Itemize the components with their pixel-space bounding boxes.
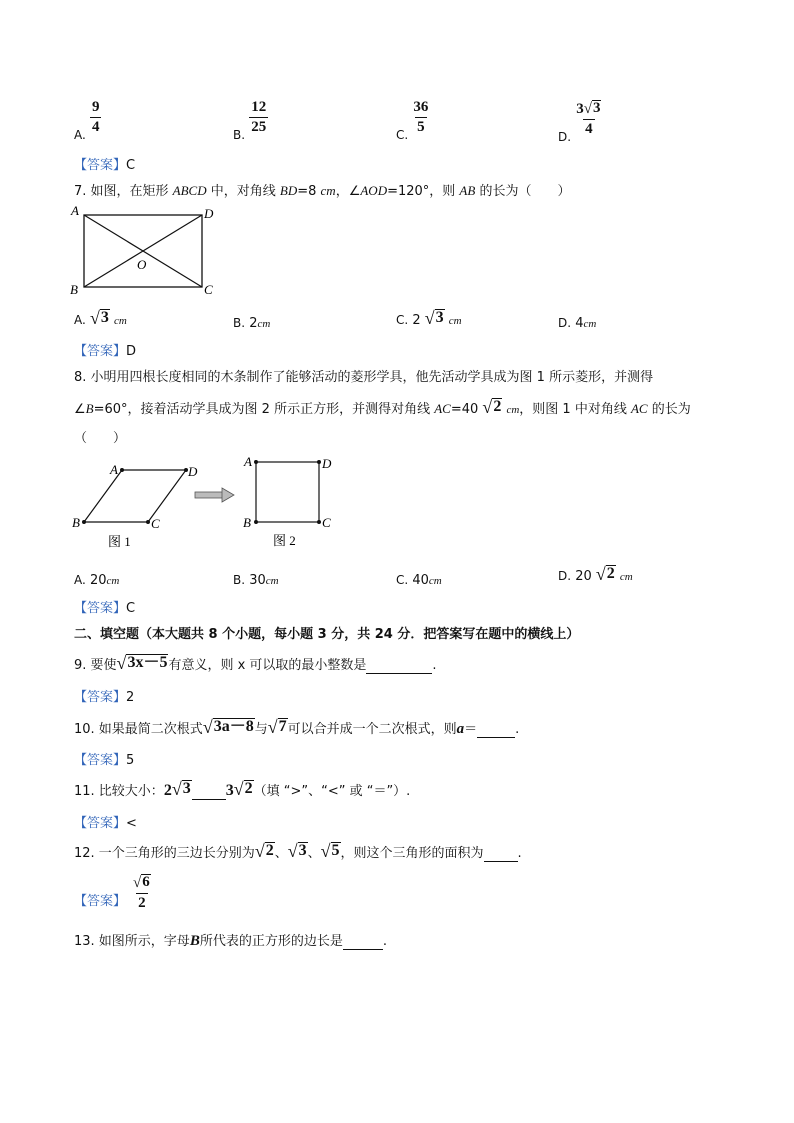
- sqrt: √ 5: [320, 841, 340, 861]
- q9-answer: 【答案】2: [74, 690, 135, 705]
- label-d: D: [322, 456, 332, 471]
- label-b: B: [72, 515, 80, 530]
- q7-answer: 【答案】D: [74, 344, 137, 359]
- caption: 图 2: [273, 533, 296, 548]
- answer-blank[interactable]: [477, 722, 515, 738]
- q11-question: 11. 比较大小： 2 √ 3 3 √ 2 （填 “>”、“<” 或 “＝”）.: [74, 779, 411, 799]
- sqrt: √ 3x－5: [116, 653, 168, 673]
- label-c: C: [322, 515, 331, 530]
- caption: 图 1: [108, 534, 131, 549]
- label-a: A: [110, 462, 118, 477]
- q8-option-d: D. 20 √ 2 cm: [558, 564, 633, 584]
- q7-rectangle-figure: [66, 203, 226, 299]
- label-a: A: [71, 203, 79, 218]
- q11-answer: 【答案】<: [74, 816, 137, 831]
- q8-figure-1: [66, 456, 206, 552]
- q8-option-c: C. 40cm: [396, 573, 442, 588]
- fraction: √ 6 2: [133, 874, 150, 911]
- q8-question-line1: 8. 小明用四根长度相同的木条制作了能够活动的菱形学具，他先活动学具成为图 1 所示菱形，并测得: [74, 370, 654, 385]
- label-d: D: [204, 206, 214, 221]
- sqrt: √ 2: [254, 841, 274, 861]
- answer-blank[interactable]: [366, 658, 432, 674]
- q12-answer: 【答案】 √ 6 2: [74, 874, 150, 911]
- q10-question: 10. 如果最简二次根式 √ 3a－8 与 √ 7 可以合并成一个二次根式，则a＝ .: [74, 717, 520, 737]
- q7-option-c: C. 2 √ 3 cm: [396, 308, 462, 328]
- q6-option-d: D. 3 √ 3 4: [558, 100, 601, 144]
- fraction: $\frac{9}{4}$: [91, 99, 100, 135]
- label-d: D: [188, 464, 198, 479]
- sqrt: √ 3a－8: [202, 717, 254, 737]
- q6-answer: 【答案】C: [74, 158, 136, 173]
- sqrt: √ 3: [424, 308, 444, 328]
- q8-option-a: A. 20cm: [74, 573, 120, 588]
- q7-option-d: D. 4cm: [558, 316, 597, 331]
- sqrt: √ 3: [89, 308, 109, 328]
- q8-answer: 【答案】C: [74, 601, 136, 616]
- q7-option-a: A. √ 3 cm: [74, 308, 127, 328]
- sqrt: √ 7: [267, 717, 287, 737]
- answer-blank[interactable]: [484, 846, 518, 862]
- sqrt: √ 2: [233, 779, 253, 799]
- answer-blank[interactable]: [192, 784, 226, 800]
- arrow-icon: [194, 487, 236, 503]
- label-c: C: [151, 516, 160, 531]
- label-b: B: [70, 282, 78, 297]
- label-o: O: [137, 257, 147, 272]
- sqrt: √ 3: [171, 779, 191, 799]
- sqrt: √ 2: [595, 564, 615, 584]
- label-a: A: [244, 454, 252, 469]
- answer-blank[interactable]: [343, 934, 383, 950]
- sqrt: √ 2: [482, 397, 502, 417]
- fraction: 3 √ 3 4: [576, 100, 601, 137]
- q7-option-b: B. 2cm: [233, 316, 271, 331]
- section-title: 二、填空题（本大题共 8 个小题，每小题 3 分，共 24 分．把答案写在题中的横线上）: [74, 627, 580, 642]
- rhombus: [84, 470, 186, 522]
- sqrt: √ 3: [287, 841, 307, 861]
- label-c: C: [204, 282, 213, 297]
- q8-option-b: B. 30cm: [233, 573, 279, 588]
- q8-question-line2: ∠B=60°，接着活动学具成为图 2 所示正方形，并测得对角线 AC=40 √ 2 cm，则图 1 中对角线 AC 的长为: [74, 397, 691, 417]
- q6-option-c: C. $\frac{36}{5}$: [396, 99, 429, 142]
- square: [256, 462, 319, 522]
- q10-answer: 【答案】5: [74, 753, 135, 768]
- q9-question: 9. 要使 √ 3x－5 有意义，则 x 可以取的最小整数是 .: [74, 653, 437, 673]
- fraction: $\frac{12}{25}$: [251, 99, 267, 135]
- q6-option-a: A. $\frac{9}{4}$: [74, 99, 100, 142]
- q12-question: 12. 一个三角形的三边长分别为 √ 2 、 √ 3 、 √ 5 ，则这个三角形的面积为 .: [74, 841, 522, 861]
- q8-question-line3: （ ）: [74, 431, 127, 446]
- fraction: $\frac{36}{5}$: [413, 99, 429, 135]
- q13-question: 13. 如图所示，字母B所代表的正方形的边长是 .: [74, 933, 387, 949]
- q7-question: 7. 如图，在矩形 ABCD 中，对角线 BD=8 cm，∠AOD=120°，则 AB 的长为（ ）: [74, 183, 571, 199]
- q6-option-b: B. $\frac{12}{25}$: [233, 99, 267, 142]
- label-b: B: [243, 515, 251, 530]
- q8-figure-2: [240, 452, 340, 552]
